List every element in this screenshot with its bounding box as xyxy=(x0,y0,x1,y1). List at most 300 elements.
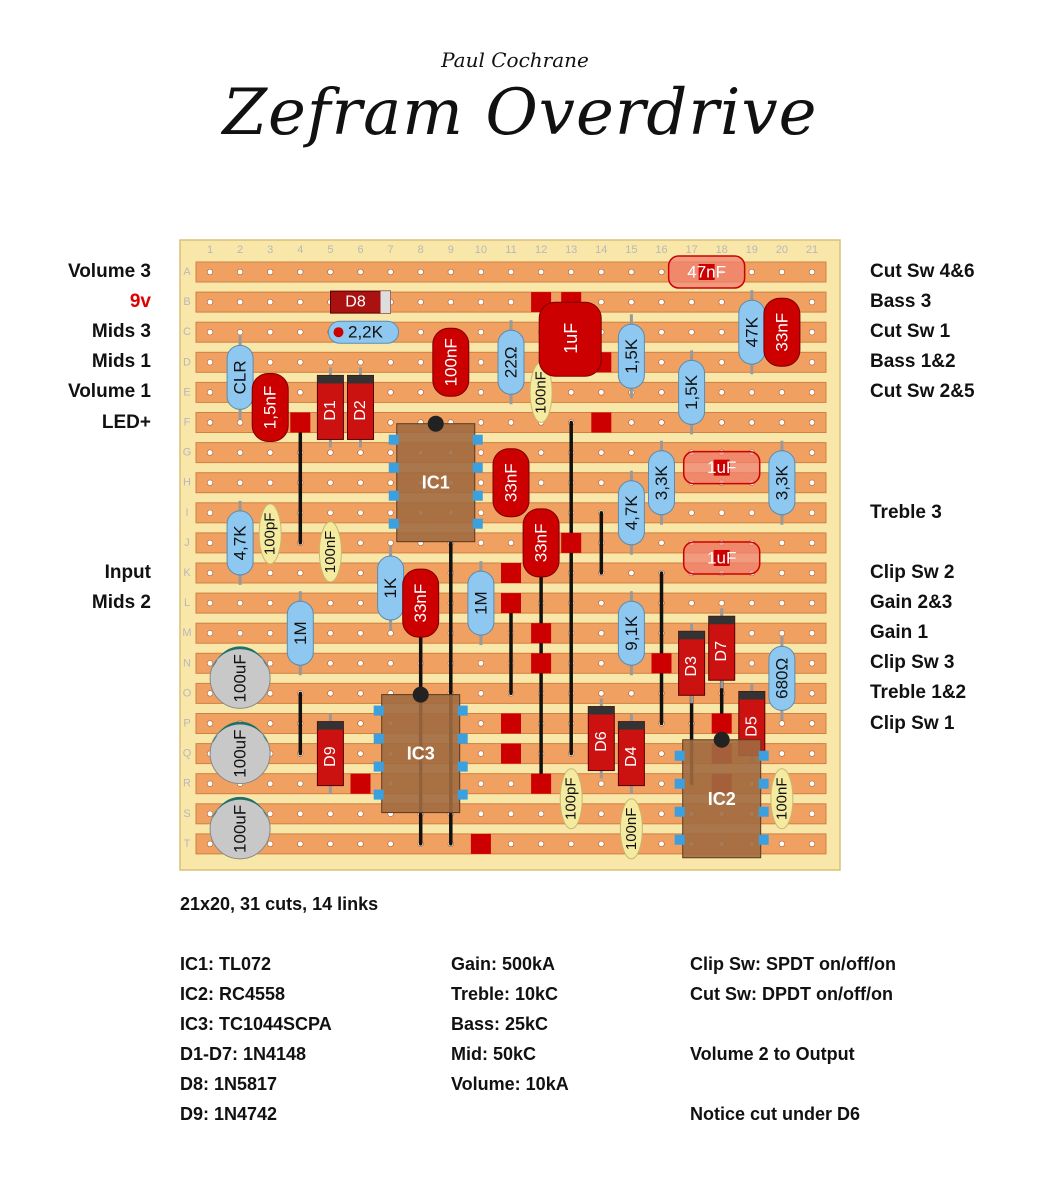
strip-hole xyxy=(599,661,605,667)
right-connection-label: Cut Sw 1 xyxy=(870,321,951,343)
strip-hole xyxy=(207,390,213,396)
strip-hole xyxy=(358,661,364,667)
strip-hole xyxy=(267,841,273,847)
component-diode_v xyxy=(588,699,614,779)
track-cut xyxy=(531,774,551,794)
parts-note: D1-D7: 1N4148 xyxy=(180,1044,307,1064)
resistor-label: 4,7K xyxy=(621,495,641,531)
film-cap-label: 1uF xyxy=(707,548,737,568)
row-letter: D xyxy=(183,356,191,369)
strip-hole xyxy=(267,600,273,606)
column-number: 21 xyxy=(805,244,819,256)
diode-band xyxy=(317,375,343,383)
parts-note: Clip Sw: SPDT on/off/on xyxy=(690,954,896,974)
strip-hole xyxy=(388,390,394,396)
strip-hole xyxy=(719,510,725,516)
page-title: Zefram Overdrive xyxy=(222,76,818,150)
diode-band xyxy=(739,692,765,700)
capacitor-label: 33nF xyxy=(501,463,521,503)
ic-pin xyxy=(473,519,483,529)
right-connection-label: Clip Sw 2 xyxy=(870,562,955,583)
resistor-label: CLR xyxy=(230,360,250,395)
strip-hole xyxy=(599,841,605,847)
strip-hole xyxy=(809,450,815,456)
ic-notch xyxy=(428,416,444,432)
strip-hole xyxy=(328,811,334,817)
track-cut xyxy=(351,774,371,794)
strip-hole xyxy=(328,630,334,636)
row-letter: J xyxy=(184,536,190,549)
ic-pin xyxy=(759,779,769,789)
diode-band xyxy=(348,375,374,383)
track-cut xyxy=(501,714,521,734)
board-summary: 21x20, 31 cuts, 14 links xyxy=(180,894,379,914)
parts-note: D8: 1N5817 xyxy=(180,1074,278,1094)
strip-hole xyxy=(267,781,273,787)
strip-hole xyxy=(599,299,605,305)
ic-pin xyxy=(473,491,483,501)
strip-hole xyxy=(809,540,815,546)
strip-hole xyxy=(809,329,815,335)
left-connection-label: LED+ xyxy=(101,411,151,433)
strip-hole xyxy=(809,630,815,636)
strip-hole xyxy=(267,691,273,697)
strip-hole xyxy=(779,390,785,396)
strip-hole xyxy=(478,721,484,727)
strip-hole xyxy=(478,510,484,516)
strip-hole xyxy=(568,269,574,275)
strip-hole xyxy=(629,691,635,697)
resistor-label: 9,1K xyxy=(621,615,641,651)
column-number: 7 xyxy=(387,244,394,256)
strip-hole xyxy=(629,450,635,456)
resistor-label: 1K xyxy=(381,577,401,599)
strip-hole xyxy=(388,480,394,486)
strip-hole xyxy=(418,329,424,335)
strip-hole xyxy=(328,841,334,847)
component-cap_v xyxy=(523,509,559,577)
strip-hole xyxy=(719,420,725,426)
strip-hole xyxy=(448,269,454,275)
ic-notch xyxy=(413,687,429,703)
resistor-label: 3,3K xyxy=(652,465,671,501)
strip-hole xyxy=(538,480,544,486)
resistor-cut xyxy=(334,327,344,337)
strip-hole xyxy=(809,570,815,576)
diode-band xyxy=(709,616,735,624)
diode-label: D4 xyxy=(622,746,640,767)
strip-hole xyxy=(478,450,484,456)
ceramic-cap-label: 100nF xyxy=(622,807,640,851)
track-cut xyxy=(501,593,521,613)
strip-hole xyxy=(328,450,334,456)
strip-hole xyxy=(237,269,243,275)
strip-hole xyxy=(749,420,755,426)
strip-hole xyxy=(659,329,665,335)
strip-hole xyxy=(237,329,243,335)
row-letter: Q xyxy=(182,747,192,760)
strip-hole xyxy=(809,510,815,516)
right-connection-label: Clip Sw 1 xyxy=(870,712,955,734)
track-cut xyxy=(531,653,551,673)
strip-hole xyxy=(568,390,574,396)
strip-hole xyxy=(809,751,815,757)
strip-hole xyxy=(809,390,815,396)
strip-hole xyxy=(207,721,213,727)
strip-hole xyxy=(809,721,815,727)
right-connection-label: Cut Sw 4&6 xyxy=(870,261,975,282)
film-cap-label: 1uF xyxy=(707,458,737,478)
column-number: 13 xyxy=(565,244,578,256)
strip-hole xyxy=(207,299,213,305)
strip-hole xyxy=(267,630,273,636)
parts-note: Volume: 10kA xyxy=(451,1074,569,1094)
row-letter: S xyxy=(183,807,191,820)
strip-hole xyxy=(207,841,213,847)
diode-label: D5 xyxy=(743,716,761,737)
component-ic xyxy=(389,416,483,542)
component-ceramic_v xyxy=(771,769,793,829)
strip-hole xyxy=(659,360,665,366)
strip-hole xyxy=(358,570,364,576)
strip-hole xyxy=(599,269,605,275)
strip-hole xyxy=(207,450,213,456)
strip-hole xyxy=(418,269,424,275)
strip-hole xyxy=(298,570,304,576)
strip-hole xyxy=(207,269,213,275)
column-number: 9 xyxy=(447,244,454,256)
strip-hole xyxy=(237,420,243,426)
component-big_cap xyxy=(539,302,601,376)
strip-hole xyxy=(418,299,424,305)
strip-hole xyxy=(358,811,364,817)
strip-hole xyxy=(659,841,665,847)
ic-pin xyxy=(389,463,399,473)
component-cap_v xyxy=(764,298,800,366)
strip-hole xyxy=(328,269,334,275)
parts-note: D9: 1N4742 xyxy=(180,1104,278,1124)
strip-hole xyxy=(358,691,364,697)
right-connection-label: Gain 1 xyxy=(870,622,929,644)
strip-hole xyxy=(538,841,544,847)
strip-hole xyxy=(207,691,213,697)
ic-pin xyxy=(675,807,685,817)
left-connection-label: Input xyxy=(104,562,151,583)
capacitor-label: 33nF xyxy=(411,583,431,623)
strip-hole xyxy=(388,420,394,426)
ic-pin xyxy=(458,762,468,772)
strip-hole xyxy=(207,420,213,426)
column-number: 12 xyxy=(534,244,548,256)
strip-hole xyxy=(599,630,605,636)
strip-hole xyxy=(328,480,334,486)
strip-hole xyxy=(779,420,785,426)
ic-pin xyxy=(759,835,769,845)
track-cut xyxy=(591,413,611,433)
strip-hole xyxy=(418,390,424,396)
diode-label: D9 xyxy=(321,746,339,767)
strip-hole xyxy=(267,570,273,576)
left-connection-label: Mids 2 xyxy=(91,592,151,614)
right-connection-label: Clip Sw 3 xyxy=(870,652,955,674)
strip-hole xyxy=(478,751,484,757)
strip-hole xyxy=(689,329,695,335)
strip-hole xyxy=(267,450,273,456)
strip-hole xyxy=(358,540,364,546)
column-number: 1 xyxy=(206,244,214,256)
diode-label: D8 xyxy=(345,293,366,311)
strip-hole xyxy=(719,299,725,305)
strip-hole xyxy=(388,540,394,546)
track-cut xyxy=(712,714,732,734)
left-connection-label: Mids 3 xyxy=(91,321,151,343)
strip-hole xyxy=(298,811,304,817)
row-letter: P xyxy=(183,717,191,730)
strip-hole xyxy=(237,600,243,606)
ic-pin xyxy=(759,807,769,817)
parts-note: Mid: 50kC xyxy=(451,1044,537,1064)
strip-hole xyxy=(749,661,755,667)
component-diode_v xyxy=(618,714,644,794)
strip-hole xyxy=(629,269,635,275)
strip-hole xyxy=(749,269,755,275)
ic-label: IC1 xyxy=(421,472,450,493)
column-number: 11 xyxy=(505,244,517,256)
right-connection-label: Bass 3 xyxy=(870,291,932,313)
diode-label: D2 xyxy=(352,400,369,421)
resistor-label: 1,5K xyxy=(682,374,702,410)
component-ic xyxy=(675,732,769,858)
strip-hole xyxy=(599,781,605,787)
strip-hole xyxy=(599,811,605,817)
component-cap_v xyxy=(493,449,529,517)
strip-hole xyxy=(237,299,243,305)
strip-hole xyxy=(388,841,394,847)
resistor-label: 1M xyxy=(471,591,491,615)
strip-hole xyxy=(478,781,484,787)
component-diode_v xyxy=(709,608,735,688)
ceramic-cap-label: 100nF xyxy=(321,530,339,574)
component-cap_v xyxy=(403,569,439,637)
strip-hole xyxy=(599,691,605,697)
row-letter: A xyxy=(183,266,191,278)
strip-hole xyxy=(328,360,334,366)
component-diode_v xyxy=(348,367,374,447)
strip-hole xyxy=(629,420,635,426)
diode-band xyxy=(381,291,391,313)
strip-hole xyxy=(298,360,304,366)
strip-hole xyxy=(358,450,364,456)
row-letter: H xyxy=(183,476,191,489)
strip-hole xyxy=(358,600,364,606)
diode-label: D7 xyxy=(713,641,731,662)
ic-pin xyxy=(458,790,468,800)
parts-note: Gain: 500kA xyxy=(451,954,556,974)
row-letter: E xyxy=(183,386,191,399)
column-number: 10 xyxy=(474,244,488,256)
strip-hole xyxy=(599,480,605,486)
strip-hole xyxy=(478,299,484,305)
ic-pin xyxy=(473,435,483,445)
strip-hole xyxy=(328,661,334,667)
strip-hole xyxy=(328,600,334,606)
resistor-label: 47K xyxy=(742,317,762,348)
track-cut xyxy=(561,533,581,553)
ic-pin xyxy=(389,519,399,529)
strip-hole xyxy=(388,630,394,636)
film-cap-label: 47nF xyxy=(687,262,727,282)
ic-notch xyxy=(714,732,730,748)
parts-note: Treble: 10kC xyxy=(451,984,559,1004)
parts-note: Volume 2 to Output xyxy=(690,1044,855,1064)
left-connection-label: Volume 1 xyxy=(67,381,151,403)
column-number: 20 xyxy=(775,244,789,256)
electrolytic-label: 100uF xyxy=(230,654,250,703)
row-letter: N xyxy=(183,657,191,670)
author-name: Paul Cochrane xyxy=(441,48,589,72)
component-ceramic_v xyxy=(319,522,341,582)
strip-hole xyxy=(358,480,364,486)
component-diode_v xyxy=(679,623,705,703)
strip-hole xyxy=(508,420,514,426)
row-letter: R xyxy=(183,777,191,790)
column-number: 14 xyxy=(595,244,608,256)
resistor-label: 22Ω xyxy=(501,346,521,379)
strip-hole xyxy=(689,510,695,516)
strip-hole xyxy=(298,841,304,847)
strip-hole xyxy=(659,751,665,757)
ic-label: IC2 xyxy=(707,788,736,809)
strip-hole xyxy=(659,811,665,817)
right-connection-label: Cut Sw 2&5 xyxy=(870,381,975,403)
column-number: 8 xyxy=(417,244,424,256)
strip-hole xyxy=(809,600,815,606)
row-letter: I xyxy=(185,506,189,519)
track-cut xyxy=(501,563,521,583)
strip-hole xyxy=(207,360,213,366)
ic-pin xyxy=(374,790,384,800)
parts-note: IC2: RC4558 xyxy=(180,984,286,1004)
strip-hole xyxy=(237,450,243,456)
strip-hole xyxy=(328,510,334,516)
ceramic-cap-label: 100nF xyxy=(532,371,550,414)
strip-hole xyxy=(358,630,364,636)
diode-band xyxy=(588,707,614,715)
capacitor-label: 33nF xyxy=(772,312,792,352)
column-number: 18 xyxy=(715,244,728,256)
strip-hole xyxy=(478,661,484,667)
ic-pin xyxy=(389,435,399,445)
diode-band xyxy=(317,722,343,730)
strip-hole xyxy=(207,570,213,576)
ic-pin xyxy=(374,734,384,744)
strip-hole xyxy=(599,450,605,456)
strip-hole xyxy=(298,299,304,305)
strip-hole xyxy=(809,691,815,697)
ceramic-cap-label: 100pF xyxy=(562,777,580,821)
electrolytic-label: 100uF xyxy=(230,804,250,853)
row-letter: B xyxy=(183,296,191,309)
strip-hole xyxy=(779,841,785,847)
strip-hole xyxy=(478,811,484,817)
ic-pin xyxy=(759,751,769,761)
row-letter: F xyxy=(183,416,191,429)
strip-hole xyxy=(809,841,815,847)
strip-hole xyxy=(749,390,755,396)
resistor-label: 1,5K xyxy=(621,338,641,374)
strip-hole xyxy=(779,721,785,727)
strip-hole xyxy=(478,420,484,426)
strip-hole xyxy=(358,510,364,516)
strip-hole xyxy=(749,600,755,606)
strip-hole xyxy=(689,299,695,305)
diode-label: D6 xyxy=(592,731,610,752)
ic-pin xyxy=(473,463,483,473)
strip-hole xyxy=(358,751,364,757)
resistor-label: 680Ω xyxy=(772,657,792,699)
strip-hole xyxy=(207,510,213,516)
strip-hole xyxy=(388,510,394,516)
strip-hole xyxy=(538,811,544,817)
strip-hole xyxy=(298,390,304,396)
track-cut xyxy=(471,834,491,854)
strip-hole xyxy=(388,360,394,366)
strip-hole xyxy=(478,329,484,335)
strip-hole xyxy=(508,811,514,817)
strip-hole xyxy=(508,781,514,787)
diode-label: D3 xyxy=(683,656,701,677)
strip-hole xyxy=(599,600,605,606)
strip-hole xyxy=(207,540,213,546)
strip-hole xyxy=(267,811,273,817)
column-number: 17 xyxy=(685,244,698,256)
strip-hole xyxy=(538,450,544,456)
diode-band xyxy=(618,722,644,730)
strip-hole xyxy=(298,329,304,335)
diode-band xyxy=(679,631,705,639)
strip-hole xyxy=(478,480,484,486)
ic-label: IC3 xyxy=(406,743,435,764)
ic-pin xyxy=(458,734,468,744)
strip-hole xyxy=(388,269,394,275)
left-connection-label: Mids 1 xyxy=(91,351,151,373)
parts-note: Notice cut under D6 xyxy=(690,1104,861,1124)
strip-hole xyxy=(659,299,665,305)
strip-hole xyxy=(779,269,785,275)
strip-hole xyxy=(568,841,574,847)
strip-hole xyxy=(237,630,243,636)
row-letter: L xyxy=(183,597,191,610)
right-connection-label: Bass 1&2 xyxy=(870,351,956,373)
strip-hole xyxy=(207,781,213,787)
resistor-label: 1M xyxy=(290,621,310,646)
column-number: 19 xyxy=(745,244,758,256)
strip-hole xyxy=(267,721,273,727)
strip-hole xyxy=(478,269,484,275)
ic-pin xyxy=(458,706,468,716)
component-resistor_h xyxy=(329,321,399,343)
resistor-label: 4,7K xyxy=(230,525,250,561)
track-cut xyxy=(531,623,551,643)
electrolytic-label: 100uF xyxy=(230,729,250,778)
strip-hole xyxy=(267,360,273,366)
strip-hole xyxy=(388,450,394,456)
track-cut xyxy=(652,653,672,673)
strip-hole xyxy=(267,661,273,667)
strip-hole xyxy=(809,781,815,787)
strip-hole xyxy=(719,360,725,366)
right-connection-label: Treble 3 xyxy=(870,501,942,523)
